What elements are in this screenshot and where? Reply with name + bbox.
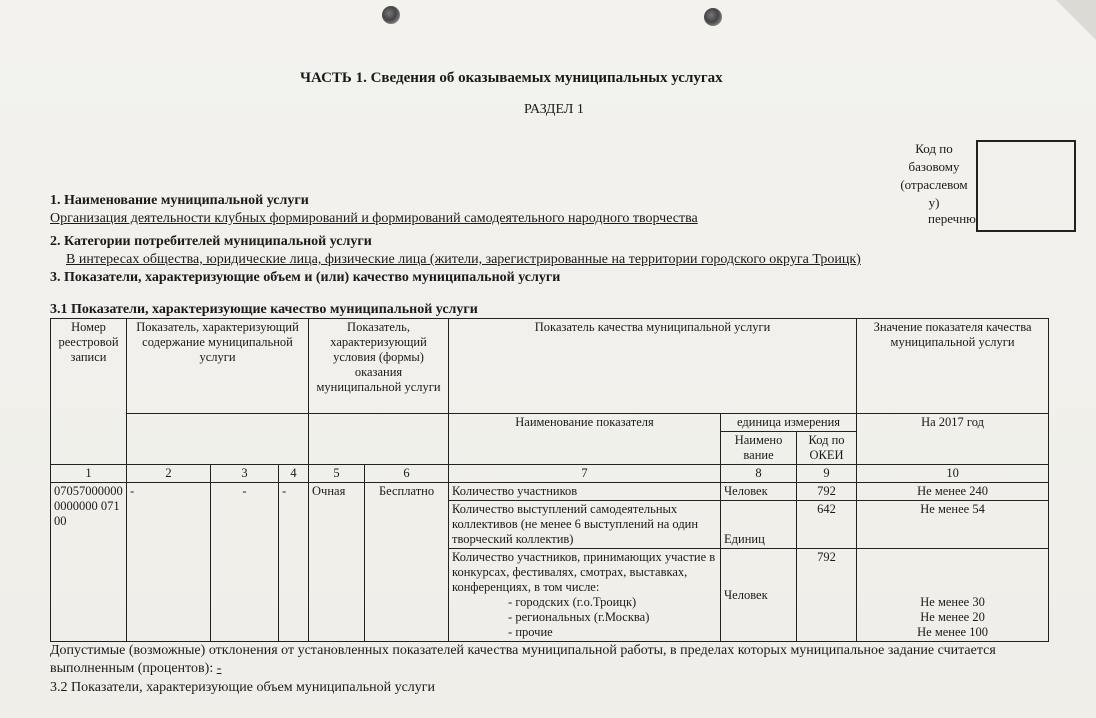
header-quality: Показатель качества муниципальной услуги xyxy=(449,319,857,414)
col-number: 4 xyxy=(279,465,309,483)
page-corner-fold xyxy=(1056,0,1096,40)
col-number: 8 xyxy=(721,465,797,483)
indicator-name: Количество участников xyxy=(449,483,721,501)
content-cell: - xyxy=(211,483,279,642)
deviation-value: - xyxy=(216,661,222,676)
code-box-label xyxy=(894,140,974,212)
indicator-value: Не менее 54 xyxy=(857,501,1049,549)
unit-name: Человек xyxy=(721,549,797,642)
sub-item-label: - городских (г.о.Троицк) xyxy=(508,595,637,609)
consumers-value: В интересах общества, юридические лица, физические лица (жители, зарегистрированные на территории городского округа Троицк) xyxy=(66,252,861,267)
okei-code: 792 xyxy=(797,549,857,642)
service-name-value: Организация деятельности клубных формирований и формирований самодеятельного народного творчества xyxy=(50,211,698,226)
code-box-line: (отраслевом xyxy=(900,177,968,192)
punch-hole-left xyxy=(382,6,400,24)
code-box-line: базовому xyxy=(908,159,960,174)
form-cell: Очная xyxy=(309,483,365,642)
col-number: 5 xyxy=(309,465,365,483)
deviation-note xyxy=(50,642,1080,678)
code-box xyxy=(976,140,1076,232)
header-unit-group xyxy=(721,414,857,465)
header-unit: единица измерения xyxy=(721,414,856,432)
header-registry: Номер реестровой записи xyxy=(51,319,127,465)
header-conditions: Показатель, характеризующий условия (формы) оказания муниципальной услуги xyxy=(309,319,449,414)
table-row xyxy=(51,483,1049,501)
indicator-name-group xyxy=(449,549,721,642)
indicator-name: Количество участников, принимающих участие в конкурсах, фестивалях, смотрах, выставках, конференциях, в том числе: xyxy=(452,550,716,594)
page-title: ЧАСТЬ 1. Сведения об оказываемых муниципальных услугах xyxy=(300,70,723,86)
okei-code: 642 xyxy=(797,501,857,549)
content-cell: - xyxy=(127,483,211,642)
table-subheader-row xyxy=(51,414,1049,465)
volume-heading: 3.2 Показатели, характеризующие объем муниципальной услуги xyxy=(50,680,436,695)
indicator-name: Количество выступлений самодеятельных коллективов (не менее 6 выступлений на один творческий коллектив) xyxy=(449,501,721,549)
col-number: 9 xyxy=(797,465,857,483)
unit-name: Человек xyxy=(721,483,797,501)
empty-cell xyxy=(127,414,309,465)
quality-heading: 3.1 Показатели, характеризующие качество муниципальной услуги xyxy=(50,302,478,317)
col-number: 1 xyxy=(51,465,127,483)
content-cell: - xyxy=(279,483,309,642)
unit-name: Единиц xyxy=(721,501,797,549)
header-unit-name: Наимено вание xyxy=(721,432,797,464)
sub-item-values xyxy=(857,549,1049,642)
consumers-heading: 2. Категории потребителей муниципальной услуги xyxy=(50,234,372,249)
okei-code: 792 xyxy=(797,483,857,501)
quality-table xyxy=(50,318,1049,642)
sub-item-label: - прочие xyxy=(508,625,553,639)
col-number: 10 xyxy=(857,465,1049,483)
header-value: Значение показателя качества муниципальной услуги xyxy=(857,319,1049,414)
indicators-heading: 3. Показатели, характеризующие объем и (или) качество муниципальной услуги xyxy=(50,270,561,285)
sub-item-label: - региональных (г.Москва) xyxy=(508,610,650,624)
service-name-heading: 1. Наименование муниципальной услуги xyxy=(50,193,309,208)
header-content: Показатель, характеризующий содержание муниципальной услуги xyxy=(127,319,309,414)
col-number: 7 xyxy=(449,465,721,483)
registry-number: 070570000000000000 07100 xyxy=(51,483,127,642)
header-unit-subcols xyxy=(721,432,856,464)
indicator-value: Не менее 240 xyxy=(857,483,1049,501)
col-number: 6 xyxy=(365,465,449,483)
header-okei: Код по ОКЕИ xyxy=(808,433,845,462)
code-box-line: у) xyxy=(928,195,940,210)
sub-item-value: Не менее 100 xyxy=(917,625,988,639)
code-box-line: Код по xyxy=(915,141,953,156)
header-year: На 2017 год xyxy=(857,414,1049,465)
code-box-line: перечню xyxy=(928,211,976,226)
sub-item-value: Не менее 20 xyxy=(920,610,985,624)
header-indicator-name: Наименование показателя xyxy=(449,414,721,465)
col-number: 2 xyxy=(127,465,211,483)
deviation-text: Допустимые (возможные) отклонения от установленных показателей качества муниципальной работы, в пределах которых муниципальное задание считается выполненным (процентов): xyxy=(50,643,996,676)
column-number-row xyxy=(51,465,1049,483)
punch-hole-right xyxy=(704,8,722,26)
payment-cell: Бесплатно xyxy=(365,483,449,642)
section-label: РАЗДЕЛ 1 xyxy=(524,102,584,117)
empty-cell xyxy=(309,414,449,465)
col-number: 3 xyxy=(211,465,279,483)
table-header-row xyxy=(51,319,1049,414)
sub-item-value: Не менее 30 xyxy=(920,595,985,609)
